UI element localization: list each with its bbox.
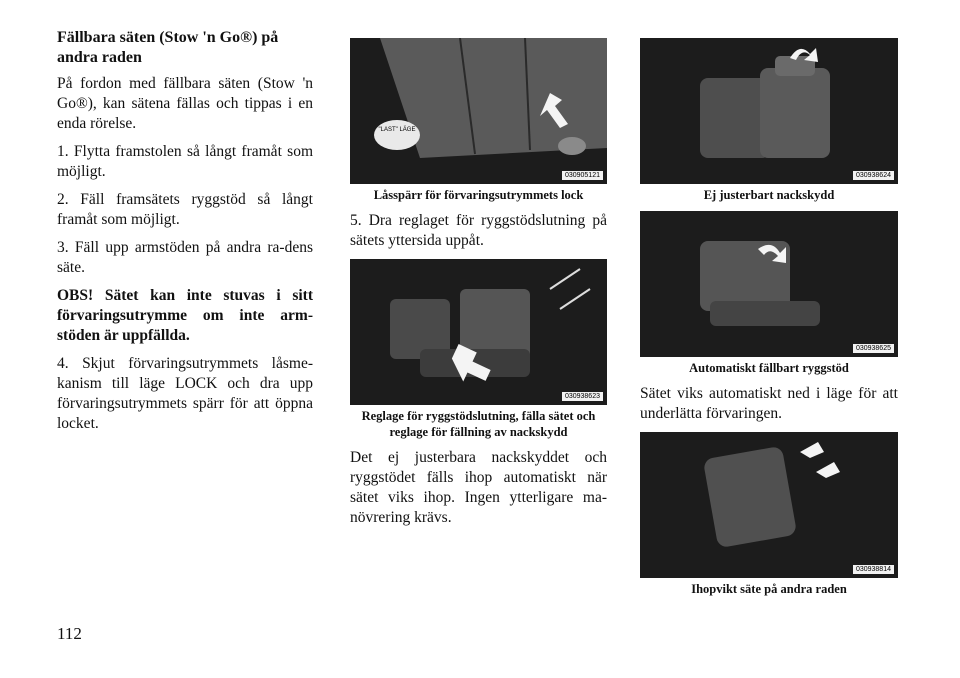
recline-lever-photo [350,259,607,405]
right-column [640,28,898,605]
figure-caption: Reglage för ryggstödslutning, fälla sätet och reglage för fällning av nackskydd [361,409,596,439]
step-4: 4. Skjut förvaringsutrymmets låsme-kanism till läge LOCK och dra upp förvaringsutrymmets spärr för att öppna locket. [57,355,313,432]
folded-seat-photo [640,432,898,578]
auto-folding-backrest-photo [640,211,898,357]
left-column [57,28,313,442]
figure-code: 030938625 [853,344,894,353]
figure-code: 030938814 [853,565,894,574]
figure-code: 030938623 [562,392,603,401]
note-paragraph: OBS! Sätet kan inte stuvas i sitt förvaringsutrymme om inte arm-stöden är uppfällda. [57,287,313,344]
section-heading: Fällbara säten (Stow 'n Go®) på andra raden [57,29,279,66]
headrest-paragraph: Det ej justerbara nackskyddet och ryggstödet fälls ihop automatiskt när sätet viks ihop. Ingen ytterligare ma-növrering krävs. [350,449,607,526]
storage-lid-latch-photo [350,38,607,184]
figure-caption: Ej justerbart nackskydd [703,188,835,202]
figure-caption: Ihopvikt säte på andra raden [691,582,847,596]
folded-seat-illustration [640,432,898,578]
step-5: 5. Dra reglaget för ryggstödslutning på sätets yttersida uppåt. [350,212,607,249]
intro-paragraph: På fordon med fällbara säten (Stow 'n Go®), kan sätena fällas och tippas i en enda rörelse. [57,75,313,132]
figure-code: 030938624 [853,171,894,180]
figure-caption: Låsspärr för förvaringsutrymmets lock [373,188,584,202]
auto-fold-paragraph: Sätet viks automatiskt ned i läge för att underlätta förvaringen. [640,385,898,422]
step-2: 2. Fäll framsätets ryggstöd så långt framåt som möjligt. [57,191,313,228]
fixed-headrest-photo [640,38,898,184]
step-3: 3. Fäll upp armstöden på andra ra-dens säte. [57,239,313,276]
backrest-illustration [640,211,898,357]
figure-code: 030905121 [562,171,603,180]
page-number: 112 [57,624,82,643]
headrest-illustration [640,38,898,184]
storage-lid-illustration [350,38,607,184]
middle-column [350,28,607,536]
lock-position-label: "LAST" LÄGE [374,120,420,150]
seat-lever-illustration [350,259,607,405]
figure-caption: Automatiskt fällbart ryggstöd [689,361,849,375]
step-1: 1. Flytta framstolen så långt framåt som möjligt. [57,143,313,180]
